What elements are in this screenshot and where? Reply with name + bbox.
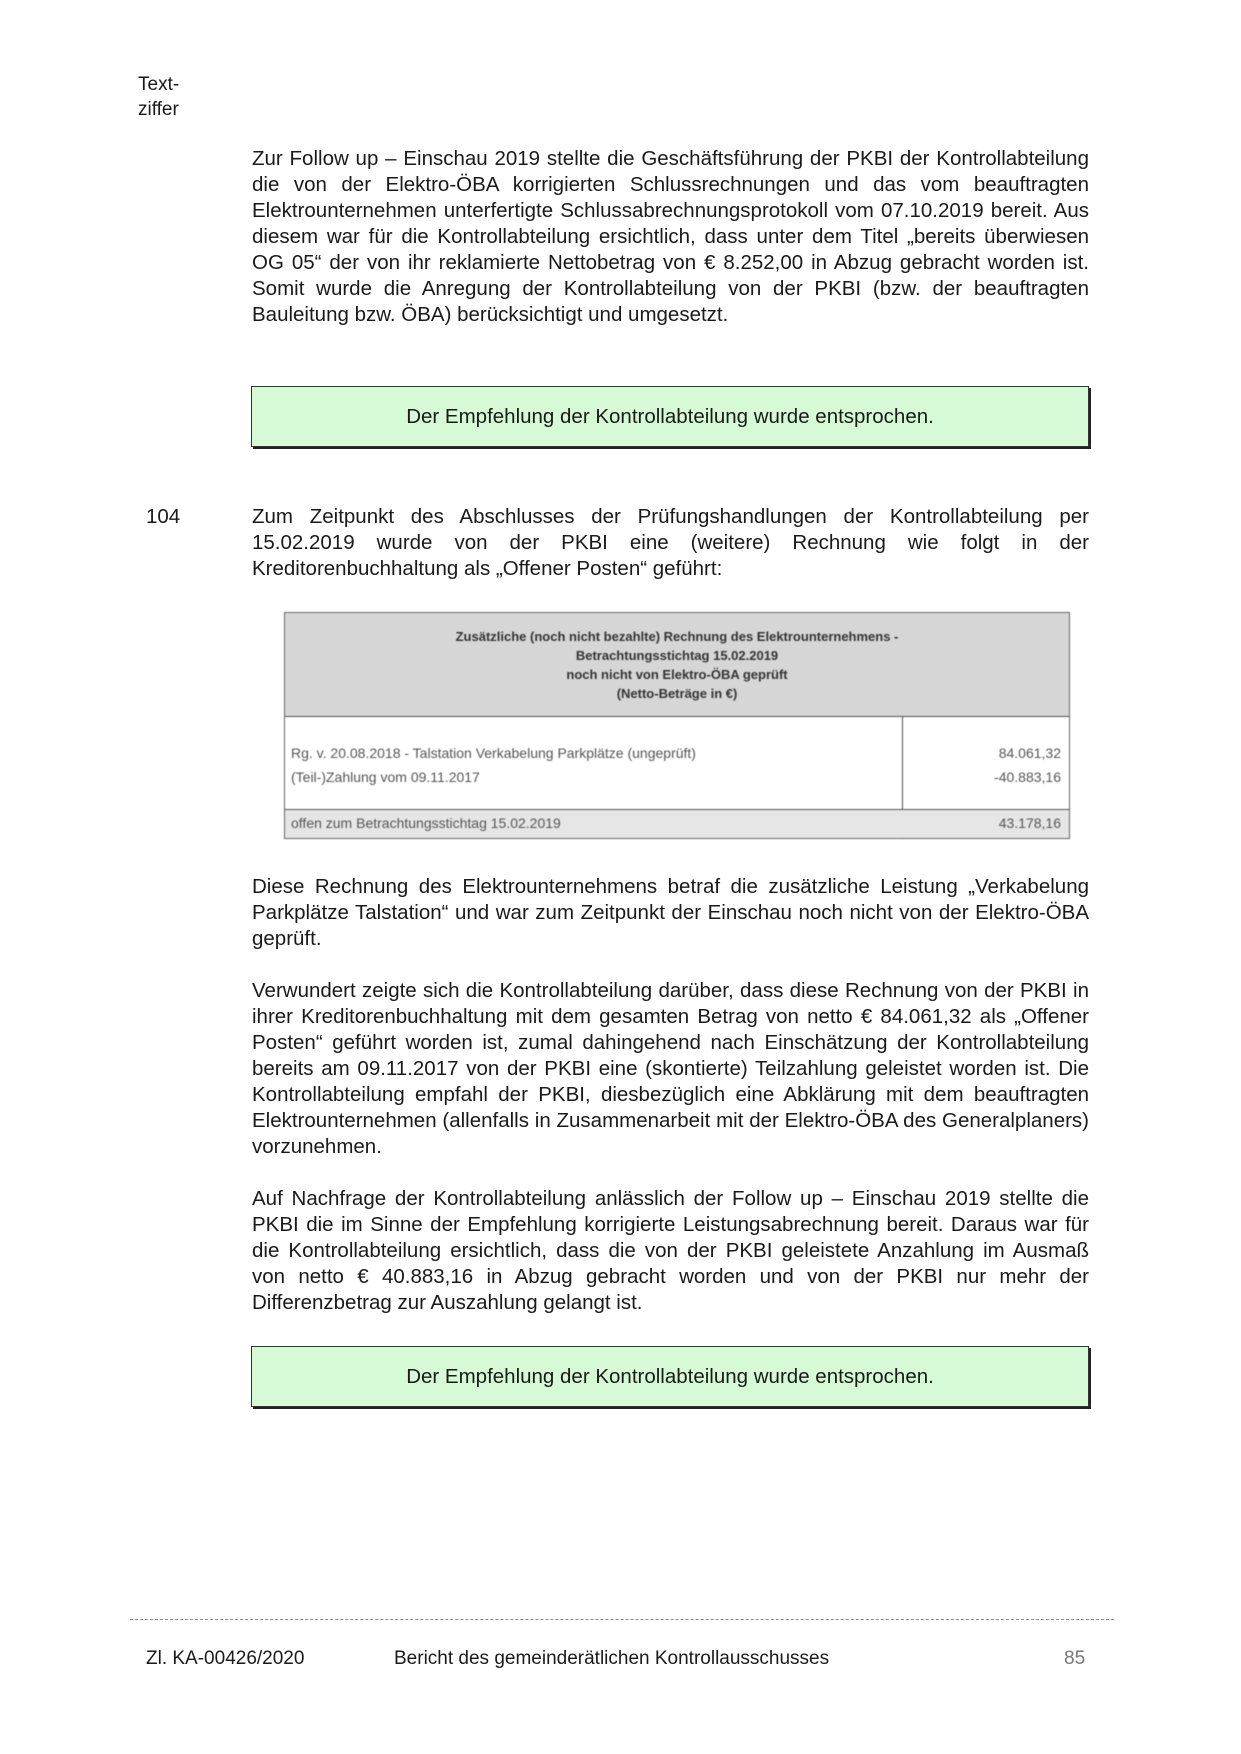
- table-row-label: Rg. v. 20.08.2018 - Talstation Verkabelung Parkplätze (ungeprüft): [291, 745, 696, 761]
- table-header-line: Zusätzliche (noch nicht bezahlte) Rechnung des Elektrounternehmens -: [455, 628, 899, 644]
- table-header-line: (Netto-Beträge in €): [616, 685, 738, 701]
- footer-reference: Zl. KA-00426/2020: [146, 1648, 305, 1669]
- table-total-amount: 43.178,16: [998, 815, 1061, 831]
- section-104-intro: Zum Zeitpunkt des Abschlusses der Prüfungshandlungen der Kontrollabteilung per 15.02.2019 wurde von der PKBI eine (weitere) Rechnung wie folgt in der Kreditorenbuchhaltung als „Offener Posten“ geführt:: [252, 505, 1089, 580]
- recommendation-fulfilled-callout-2: [251, 1346, 1089, 1407]
- invoice-table-image: [284, 612, 1070, 839]
- table-row-label: (Teil-)Zahlung vom 09.11.2017: [291, 769, 480, 785]
- callout-text: Der Empfehlung der Kontrollabteilung wurde entsprochen.: [406, 1364, 934, 1388]
- footer-title: Bericht des gemeinderätlichen Kontrollausschusses: [394, 1648, 830, 1669]
- section-104-paragraph-3: Auf Nachfrage der Kontrollabteilung anlässlich der Follow up – Einschau 2019 stellte die PKBI die im Sinne der Empfehlung korrigierte Leistungsabrechnung bereit. Daraus war für die Kontrollabteilung ersichtlich, dass die von der PKBI geleistete Anzahlung im Ausmaß von netto € 40.883,16 in Abzug gebracht worden und von der PKBI nur mehr der Differenzbetrag zur Auszahlung gelangt ist.: [252, 1187, 1089, 1314]
- table-row-amount: 84.061,32: [998, 745, 1061, 761]
- invoice-table-header: [285, 613, 1069, 717]
- section-104-paragraph-1: Diese Rechnung des Elektrounternehmens betraf die zusätzliche Leistung „Verkabelung Parkplätze Talstation“ und war zum Zeitpunkt der Einschau noch nicht von der Elektro-ÖBA geprüft.: [252, 875, 1089, 950]
- section-104-paragraph-3-block: [252, 1186, 1089, 1316]
- recommendation-fulfilled-callout-1: [251, 386, 1089, 447]
- footer-page-number: 85: [1064, 1648, 1086, 1669]
- callout-text: Der Empfehlung der Kontrollabteilung wurde entsprochen.: [406, 404, 934, 428]
- table-row: [291, 769, 1063, 785]
- previous-section-paragraph: Zur Follow up – Einschau 2019 stellte die Geschäftsführung der PKBI der Kontrollabteilung die von der Elektro-ÖBA korrigierten Schlussrechnungen und das vom beauftragten Elektrounternehmen unterfertigte Schlussabrechnungsprotokoll vom 07.10.2019 bereit. Aus diesem war für die Kontrollabteilung ersichtlich, dass unter dem Titel „bereits überwiesen OG 05“ der von ihr reklamierte Nettobetrag von € 8.252,00 in Abzug gebracht worden ist. Somit wurde die Anregung der Kontrollabteilung von der PKBI (bzw. der beauftragten Bauleitung bzw. ÖBA) berücksichtigt und umgesetzt.: [252, 147, 1089, 326]
- table-header-line: Betrachtungsstichtag 15.02.2019: [575, 647, 779, 663]
- invoice-table-total-row: [285, 810, 1069, 838]
- table-row-amount: -40.883,16: [994, 769, 1061, 785]
- section-104-paragraph-1-block: [252, 874, 1089, 952]
- table-header-line: noch nicht von Elektro-ÖBA geprüft: [566, 666, 788, 682]
- footer-divider: [130, 1619, 1114, 1620]
- margin-label-line-1: Text-: [138, 74, 180, 95]
- invoice-table-body: [285, 717, 1069, 810]
- table-row: [291, 745, 1063, 761]
- margin-label-textziffer: [138, 72, 179, 122]
- margin-label-line-2: ziffer: [138, 99, 179, 120]
- textziffer-number: 104: [146, 505, 181, 528]
- previous-section-paragraph-block: [252, 146, 1089, 328]
- table-total-label: offen zum Betrachtungsstichtag 15.02.2019: [291, 815, 561, 831]
- section-104-paragraph-2-block: [252, 978, 1089, 1160]
- section-104-intro-block: [252, 504, 1089, 582]
- section-104-paragraph-2: Verwundert zeigte sich die Kontrollabteilung darüber, dass diese Rechnung von der PKBI in ihrer Kreditorenbuchhaltung mit dem gesamten Betrag von netto € 84.061,32 als „Offener Posten“ geführt worden ist, zumal dahingehend nach Einschätzung der Kontrollabteilung bereits am 09.11.2017 von der PKBI eine (skontierte) Teilzahlung geleistet worden ist. Die Kontrollabteilung empfahl der PKBI, diesbezüglich eine Abklärung mit dem beauftragten Elektrounternehmen (allenfalls in Zusammenarbeit mit der Elektro-ÖBA des Generalplaners) vorzunehmen.: [252, 979, 1089, 1158]
